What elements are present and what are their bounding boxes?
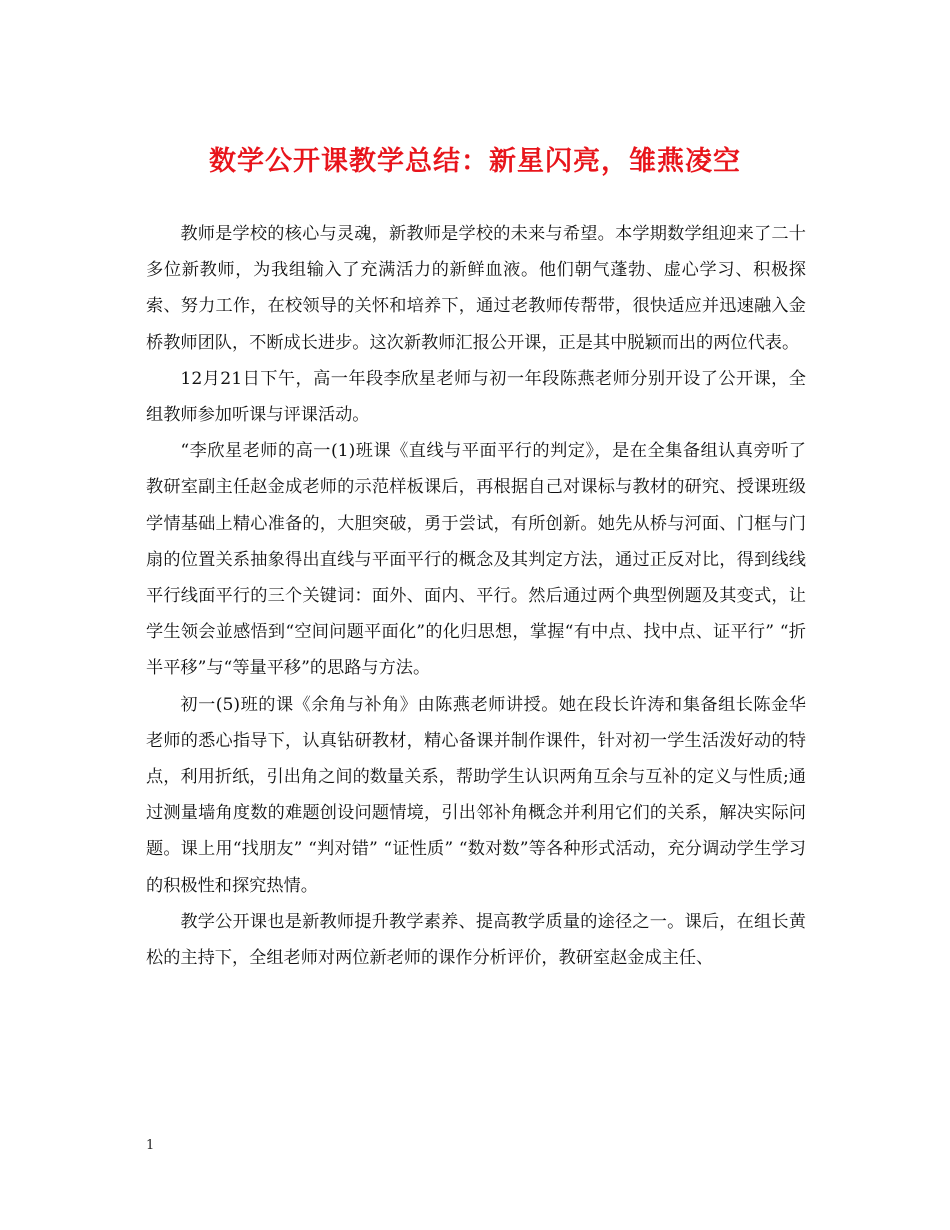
paragraph-4: 初一(5)班的课《余角与补角》由陈燕老师讲授。她在段长许涛和集备组长陈金华老师的悉心指导下，认真钻研教材，精心备课并制作课件，针对初一学生活泼好动的特点，利用折纸，引出角之间的数量关系，帮助学生认识两角互余与互补的定义与性质;通过测量墙角度数的难题创设问题情境，引出邻补角概念并利用它们的关系，解决实际问题。课上用“找朋友” “判对错” “证性质” “数对数”等各种形式活动，充分调动学生学习的积极性和探究热情。 [146, 694, 806, 896]
document-body [146, 216, 806, 976]
paragraph-2: 12月21日下午，高一年段李欣星老师与初一年段陈燕老师分别开设了公开课，全组教师参加听课与评课活动。 [146, 368, 806, 426]
paragraph-3: “李欣星老师的高一(1)班课《直线与平面平行的判定》，是在全集备组认真旁听了教研室副主任赵金成老师的示范样板课后，再根据自己对课标与教材的研究、授课班级学情基础上精心准备的，大胆突破，勇于尝试，有所创新。她先从桥与河面、门框与门扇的位置关系抽象得出直线与平面平行的概念及其判定方法，通过正反对比，得到线线平行线面平行的三个关键词：面外、面内、平行。然后通过两个典型例题及其变式，让学生领会並感悟到“空间问题平面化”的化归思想，掌握“有中点、找中点、证平行” “折半平移”与“等量平移”的思路与方法。 [146, 441, 806, 679]
paragraph-1: 教师是学校的核心与灵魂，新教师是学校的未来与希望。本学期数学组迎来了二十多位新教师，为我组输入了充满活力的新鲜血液。他们朝气蓬勃、虚心学习、积极探索、努力工作，在校领导的关怀和培养下，通过老教师传帮带，很快适应并迅速融入金桥教师团队，不断成长进步。这次新教师汇报公开课，正是其中脱颖而出的两位代表。 [146, 224, 806, 353]
page-number: 1 [146, 1138, 155, 1153]
paragraph-5: 教学公开课也是新教师提升教学素养、提高教学质量的途径之一。课后，在组长黄松的主持下，全组老师对两位新老师的课作分析评价，教研室赵金成主任、 [146, 911, 806, 969]
document-title: 数学公开课教学总结：新星闪亮，雏燕凌空 [209, 146, 741, 177]
